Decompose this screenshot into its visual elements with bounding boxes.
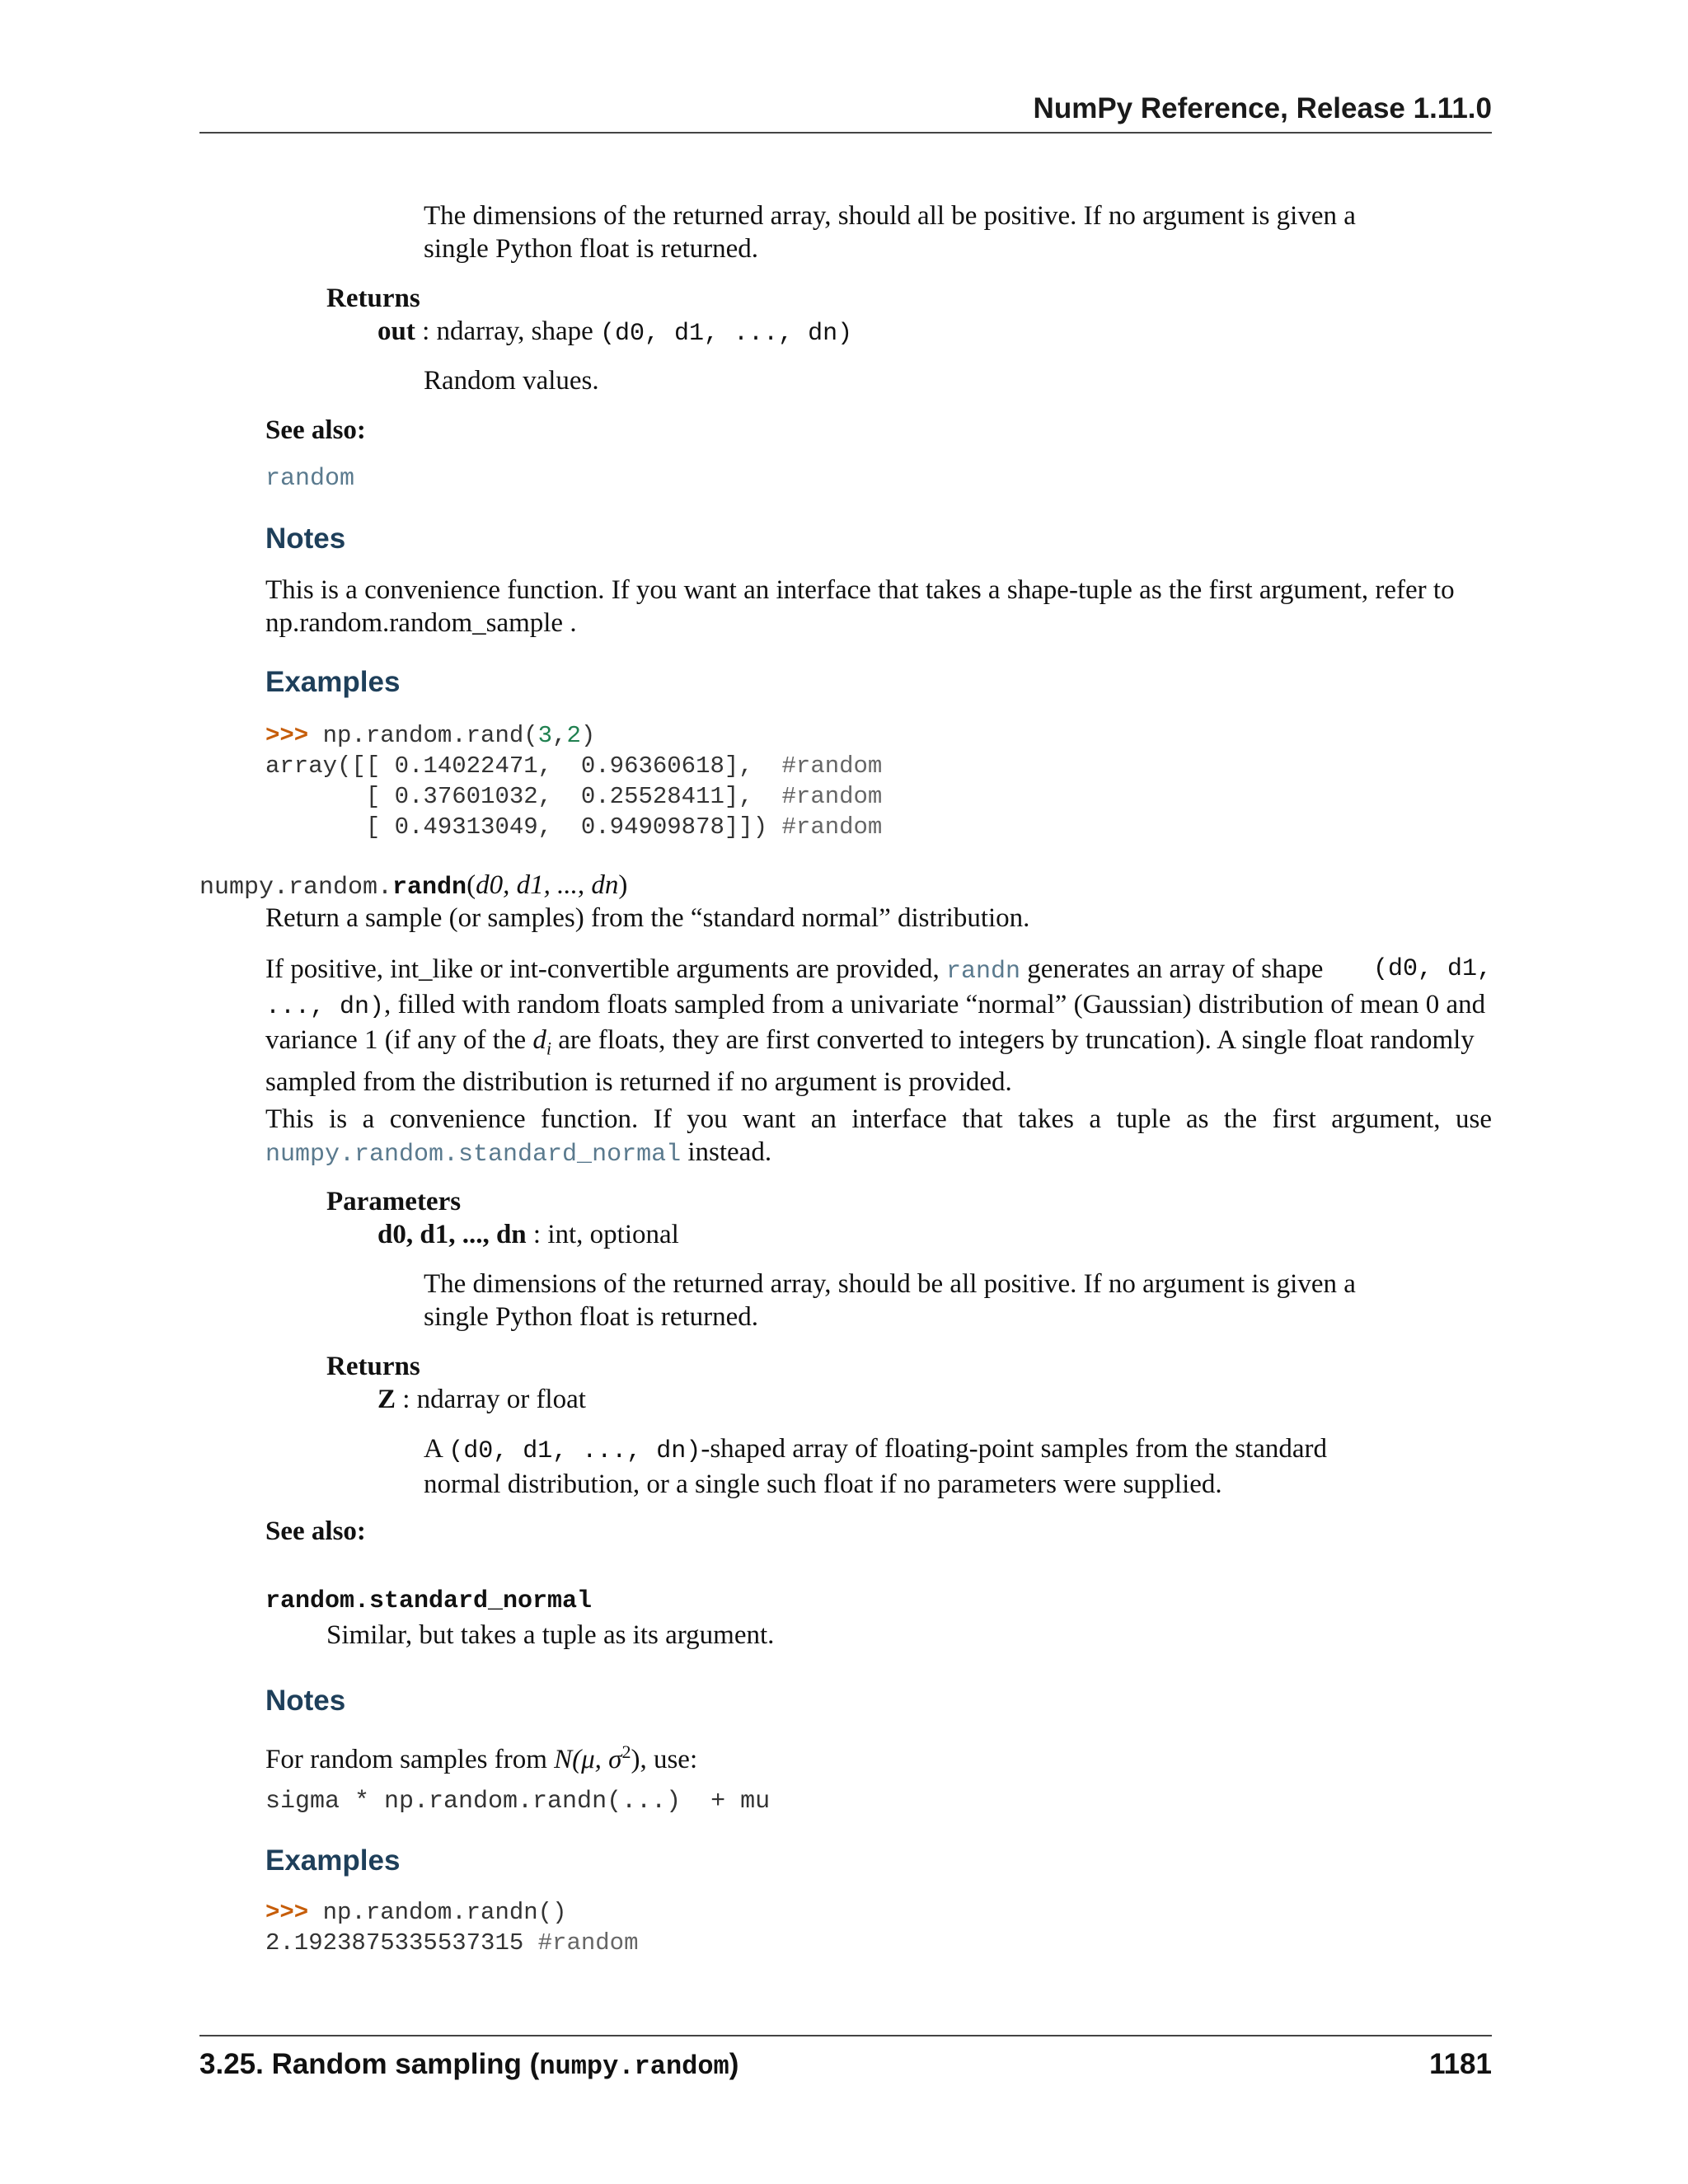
rand-dims-desc-line2: single Python float is returned. (424, 234, 759, 264)
page-number: 1181 (1429, 2048, 1492, 2080)
prompt: >>> (265, 722, 309, 749)
randn-signature (199, 869, 627, 904)
code-output: [ 0.49313049, 0.94909878]]) (265, 813, 782, 841)
prompt: >>> (265, 1899, 309, 1926)
randn-p1-line3 (265, 1024, 1492, 1066)
randn-p2-line1: This is a convenience function. If you want an interface that takes a tuple as the first argument, use (265, 1104, 1492, 1134)
param-desc-line1: The dimensions of the returned array, should be all positive. If no argument is given a (424, 1269, 1356, 1299)
code-shape: (d0, d1, (1372, 955, 1492, 983)
rand-notes-text (265, 574, 1492, 640)
rand-example-code (265, 720, 882, 842)
randn-returns-label: Returns (326, 1352, 420, 1381)
rand-example-output-line3 (265, 812, 882, 842)
rand-example-output-line1 (265, 751, 882, 781)
param-type: : int, optional (526, 1220, 679, 1249)
footer-section-text: 3.25. Random sampling ( (199, 2048, 540, 2080)
rand-example-call-line (265, 720, 882, 751)
randn-params-label: Parameters (326, 1187, 462, 1216)
footer-section-title (199, 2048, 738, 2082)
code-text: ) (580, 722, 596, 749)
rand-notes-line1: This is a convenience function. If you want an interface that takes a shape-tuple as the first argument, refer to (265, 575, 1455, 605)
rand-see-also-link[interactable]: random (265, 465, 355, 493)
sig-name: randn (392, 874, 467, 902)
randn-example-code (265, 1897, 638, 1958)
randn-notes-heading: Notes (265, 1685, 346, 1717)
rand-dims-desc (424, 199, 1356, 265)
sig-close: ) (618, 870, 628, 900)
rand-examples-heading: Examples (265, 666, 401, 698)
text: A (424, 1434, 449, 1464)
code-comment: #random (781, 813, 883, 841)
code-shape: ..., dn) (265, 993, 385, 1021)
page-header (199, 92, 1492, 134)
code-text: np.random.rand( (308, 722, 538, 749)
randn-p1-line2 (265, 988, 1492, 1024)
text: instead. (681, 1137, 772, 1167)
rand-notes-heading: Notes (265, 523, 346, 555)
rand-see-also-label: See also: (265, 415, 366, 445)
code-output: array([[ 0.14022471, 0.96360618], (265, 752, 782, 780)
header-title: NumPy Reference, Release 1.11.0 (1033, 92, 1492, 124)
randn-link[interactable]: randn (946, 958, 1021, 986)
sig-params: d0, d1, ..., dn (476, 870, 619, 900)
rand-example-output-line2 (265, 781, 882, 812)
randn-p1-line4: sampled from the distribution is returned if no argument is provided. (265, 1066, 1012, 1097)
text: -shaped array of floating-point samples from the standard (701, 1434, 1328, 1464)
text: If positive, int_like or int-convertible arguments are provided, (265, 954, 946, 984)
text: , use: (640, 1745, 698, 1774)
param-name: d0, d1, ..., dn (377, 1220, 527, 1249)
randn-examples-heading: Examples (265, 1844, 401, 1877)
rand-returns-label: Returns (326, 284, 420, 313)
randn-notes-text (265, 1736, 697, 1776)
code-number: 3 (537, 722, 553, 749)
math-var: d (532, 1025, 546, 1055)
rand-out-desc: Random values. (424, 366, 599, 396)
sig-open: ( (467, 870, 476, 900)
footer-section-close: ) (729, 2048, 739, 2080)
code-comment: #random (537, 1929, 639, 1957)
rand-notes-line2: np.random.random_sample . (265, 608, 577, 638)
randn-example-output-line (265, 1928, 638, 1958)
randn-param-item (377, 1218, 679, 1251)
footer-section-mono: numpy.random (539, 2051, 729, 2082)
math-args: (μ, σ (572, 1745, 622, 1774)
code-output: [ 0.37601032, 0.25528411], (265, 783, 782, 810)
param-desc-line2: single Python float is returned. (424, 1302, 759, 1332)
randn-return-desc (424, 1432, 1327, 1501)
randn-example-call-line (265, 1897, 638, 1928)
randn-paragraph-2 (265, 1103, 1492, 1171)
randn-return-item (377, 1383, 586, 1416)
rand-out-shape: (d0, d1, ..., dn) (600, 320, 853, 348)
text: generates an array of shape (1020, 954, 1330, 984)
math-N: N (554, 1745, 573, 1774)
text: , filled with random floats sampled from a univariate “normal” (Gaussian) distribution of mean 0 and (384, 990, 1486, 1019)
code-comment: #random (781, 752, 883, 780)
math-sup: 2 (621, 1741, 631, 1762)
randn-summary: Return a sample (or samples) from the “standard normal” distribution. (265, 903, 1030, 933)
randn-param-desc (424, 1268, 1356, 1333)
randn-p1-line1 (265, 953, 1492, 988)
code-number: 2 (566, 722, 581, 749)
text: For random samples from (265, 1745, 555, 1774)
randn-see-also-ref[interactable]: random.standard_normal (265, 1587, 593, 1615)
text: are floats, they are first converted to integers by truncation). A single float randomly (551, 1025, 1475, 1055)
rand-returns-item (377, 315, 852, 350)
code-text: , (552, 722, 567, 749)
rand-out-type: : ndarray, shape (415, 316, 601, 346)
randn-notes-code: sigma * np.random.randn(...) + mu (265, 1788, 771, 1816)
code-comment: #random (781, 783, 883, 810)
code-output: 2.1923875335537315 (265, 1929, 538, 1957)
randn-see-also-label: See also: (265, 1516, 366, 1546)
randn-paragraph-1 (265, 953, 1492, 1099)
rand-out-name: out (377, 316, 415, 346)
randn-p2-line2 (265, 1136, 1492, 1171)
rand-dims-desc-line1: The dimensions of the returned array, should all be positive. If no argument is given a (424, 201, 1356, 231)
return-type: : ndarray or float (396, 1385, 586, 1414)
code-text: np.random.randn() (308, 1899, 567, 1926)
return-desc-line1 (424, 1432, 1327, 1468)
sig-prefix: numpy.random. (199, 874, 393, 902)
page-footer (199, 2035, 1492, 2086)
randn-see-also-desc: Similar, but takes a tuple as its argument. (326, 1620, 775, 1650)
math-close: ) (631, 1745, 640, 1774)
text: variance 1 (if any of the (265, 1025, 533, 1055)
return-desc-line2: normal distribution, or a single such float if no parameters were supplied. (424, 1469, 1222, 1499)
math-sub: i (546, 1038, 551, 1059)
code-shape: (d0, d1, ..., dn) (448, 1437, 701, 1465)
return-name: Z (377, 1385, 396, 1414)
standard-normal-link[interactable]: numpy.random.standard_normal (265, 1141, 682, 1169)
